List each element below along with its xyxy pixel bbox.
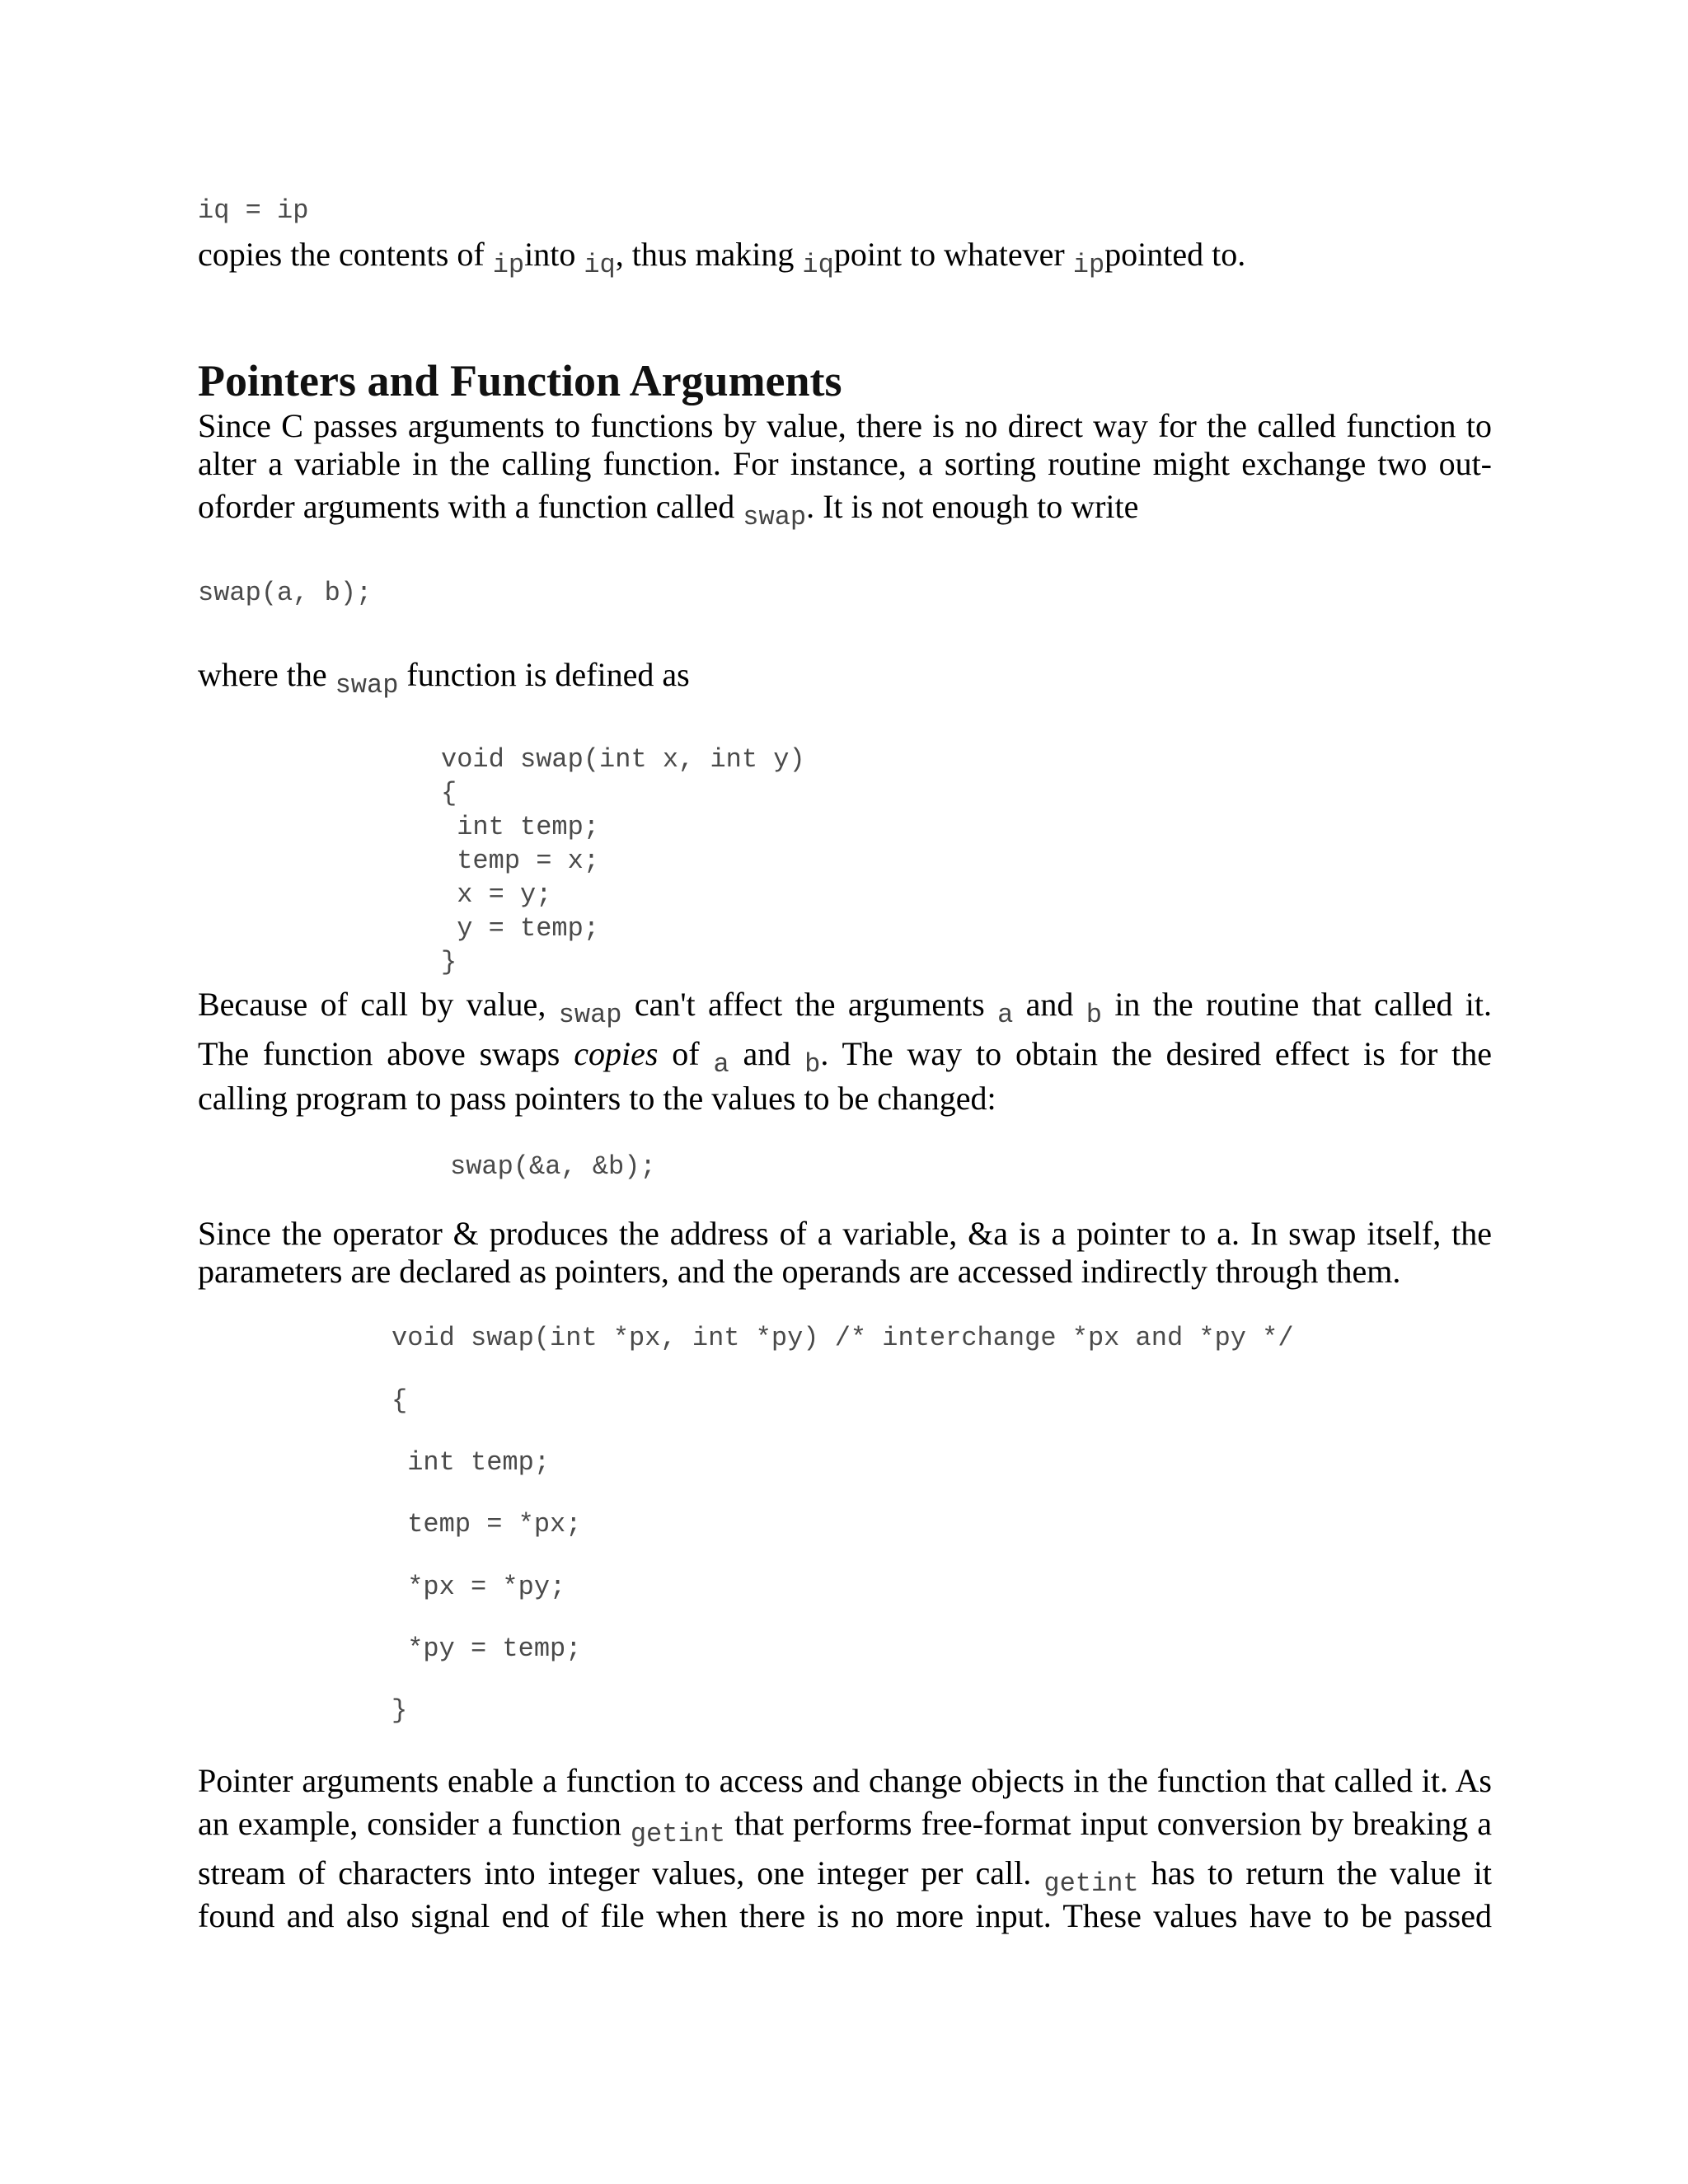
code-block-1-line: int temp;: [441, 812, 600, 842]
inline-code: b: [1085, 1000, 1102, 1030]
code-line-assignment: iq = ip: [198, 195, 309, 226]
paragraph-line: parameters are declared as pointers, and the operands are accessed indirectly through them.: [198, 1253, 1401, 1290]
paragraph-line: found and also signal end of file when there is no more input. These values have to be passed: [198, 1897, 1492, 1934]
inline-code: iq: [584, 250, 616, 280]
code-block-2-line: }: [392, 1695, 408, 1726]
text-run: and: [729, 1035, 805, 1072]
text-run: . The way to obtain the desired effect is for the: [820, 1035, 1492, 1072]
paragraph-line: [198, 1805, 1492, 1854]
text-run: Because of call by value,: [198, 986, 559, 1023]
text-run: in the routine that called it.: [1101, 986, 1493, 1023]
text-run: function is defined as: [398, 656, 690, 693]
code-block-2-line: void swap(int *px, int *py) /* interchange *px and *py */: [392, 1323, 1294, 1353]
inline-code: a: [713, 1049, 729, 1080]
code-block-1-line: temp = x;: [441, 846, 600, 876]
code-line-swap-pointer-call: swap(&a, &b);: [450, 1151, 656, 1182]
paragraph-line: [198, 488, 1492, 537]
text-run: , thus making: [615, 236, 803, 273]
paragraph-line: Since C passes arguments to functions by value, there is no direct way for the called function to: [198, 407, 1492, 444]
text-run: copies the contents of: [198, 236, 493, 273]
emphasis-text: copies: [574, 1035, 659, 1072]
code-block-1-line: void swap(int x, int y): [441, 744, 805, 775]
inline-code: b: [804, 1049, 821, 1080]
text-run: of: [658, 1035, 714, 1072]
paragraph-line: [198, 1854, 1492, 1903]
text-run: has to return the value it: [1138, 1854, 1492, 1891]
text-run: . It is not enough to write: [806, 488, 1139, 525]
inline-code: swap: [743, 502, 807, 532]
inline-code: getint: [1043, 1868, 1139, 1899]
text-run: pointed to.: [1104, 236, 1246, 273]
code-block-2-line: temp = *px;: [392, 1509, 582, 1540]
text-run: and: [1013, 986, 1086, 1023]
text-run: an example, consider a function: [198, 1805, 631, 1842]
code-block-2-line: int temp;: [392, 1447, 551, 1478]
inline-code: iq: [802, 250, 834, 280]
inline-code: getint: [630, 1819, 726, 1849]
text-run: point to whatever: [833, 236, 1073, 273]
paragraph-where: [198, 656, 1492, 705]
text-run: can't affect the arguments: [621, 986, 998, 1023]
paragraph-line: Pointer arguments enable a function to access and change objects in the function that called it. As: [198, 1762, 1492, 1799]
code-block-2-line: *px = *py;: [392, 1572, 566, 1602]
inline-code: ip: [492, 250, 525, 280]
text-run: oforder arguments with a function called: [198, 488, 743, 525]
text-run: The function above swaps: [198, 1035, 574, 1072]
code-block-1-line: {: [441, 778, 457, 808]
paragraph-line: alter a variable in the calling function. For instance, a sorting routine might exchange two out-: [198, 445, 1492, 482]
inline-code: ip: [1072, 250, 1105, 280]
text-run: that performs free-format input conversion by breaking a: [725, 1805, 1492, 1842]
paragraph-intro: [198, 236, 1492, 284]
inline-code: swap: [335, 670, 399, 701]
code-block-1-line: }: [441, 947, 457, 977]
code-block-1-line: x = y;: [441, 879, 552, 910]
text-run: where the: [198, 656, 335, 693]
paragraph-line: Since the operator & produces the address of a variable, &a is a pointer to a. In swap itself, the: [198, 1215, 1492, 1252]
code-block-2-line: *py = temp;: [392, 1633, 582, 1664]
code-line-swap-call: swap(a, b);: [198, 578, 373, 608]
section-heading: Pointers and Function Arguments: [198, 356, 842, 405]
code-block-2-line: {: [392, 1385, 408, 1416]
paragraph-line: [198, 986, 1492, 1034]
code-block-1-line: y = temp;: [441, 913, 600, 944]
paragraph-line: calling program to pass pointers to the values to be changed:: [198, 1080, 996, 1117]
inline-code: swap: [558, 1000, 622, 1030]
text-run: stream of characters into integer values, one integer per call.: [198, 1854, 1044, 1891]
inline-code: a: [997, 1000, 1014, 1030]
paragraph-line: [198, 1035, 1492, 1084]
text-run: into: [524, 236, 584, 273]
